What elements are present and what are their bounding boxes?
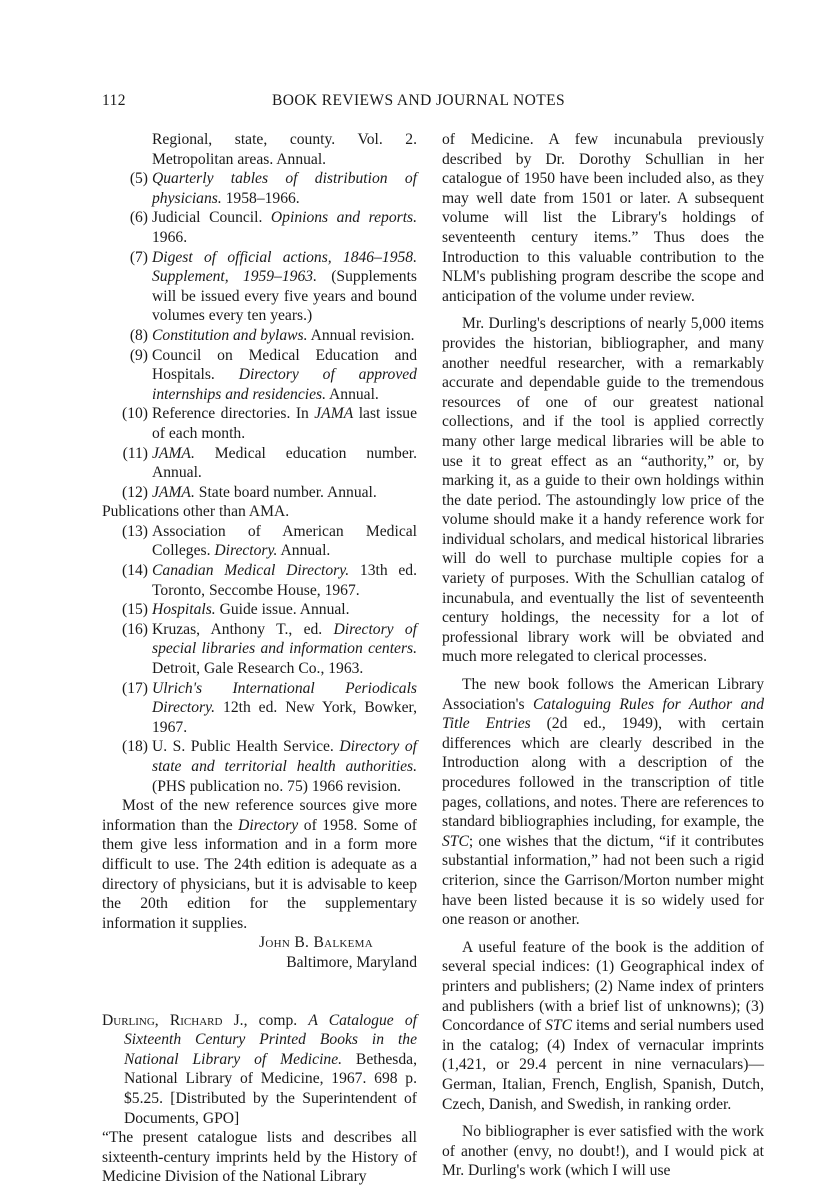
list-item [102, 620, 417, 679]
list-item-detail: (PHS publication no. 75) 1966 revision. [152, 777, 402, 795]
list-item-text: Association of American Medical Colleges. [152, 522, 417, 560]
paragraph-4 [442, 938, 764, 1114]
left-column [102, 130, 417, 1187]
reviewer-name: John B. Balkema [259, 934, 373, 952]
ama-publications-list [102, 169, 417, 502]
list-item-number: (6) [129, 209, 148, 227]
review-closing-paragraph [102, 796, 417, 933]
list-item-continuation: Regional, state, county. Vol. 2. Metropolitan areas. Annual. [152, 131, 417, 168]
p3-text-a: The new book follows the American Library Association's [442, 676, 764, 713]
list-item [102, 561, 417, 600]
page-number: 112 [102, 92, 126, 109]
running-title: BOOK REVIEWS AND JOURNAL NOTES [272, 92, 566, 109]
list-item-detail: 13th ed. Toronto, Seccombe House, 1967. [152, 562, 417, 599]
list-item-title: Opinions and reports. [270, 209, 417, 227]
list-item [102, 679, 417, 738]
p3-text-b: (2d ed., 1949), with certain differences which are clearly described in the Introduction along with a description of the procedures followed in the transcription of title pages, collations, and notes. There are references to standard bibliographies including, for example, the [442, 715, 764, 831]
citation-text-a: , comp. [243, 1011, 309, 1029]
list-item [102, 326, 417, 346]
list-item-detail: Guide issue. Annual. [215, 601, 350, 619]
list-item [102, 600, 417, 620]
closing-text-italic: Directory [238, 816, 299, 834]
paragraph-1: of Medicine. A few incunabula previously described by Dr. Dorothy Schullian in her catalogue of 1950 have been included also, as they may well date from 1501 or later. A subsequent volume will list the Library's holdings of seventeenth century items.” Thus does the Introduction to this valuable contribution to the NLM's publishing program describe the scope and anticipation of the volume under review. [442, 131, 764, 305]
citation-author: Durling, Richard J. [102, 1011, 244, 1029]
list-item-number: (9) [129, 346, 148, 364]
p3-text-c: ; one wishes that the dictum, “if it contributes substantial information,” had not been such a rigid criterion, since the Garrison/Morton number might have been listed because it is so widely used for one reason or another. [442, 832, 764, 929]
list-item-number: (17) [122, 679, 148, 697]
list-item-title: Constitution and bylaws. [152, 326, 308, 344]
list-item-detail: Annual. [325, 385, 379, 403]
list-item-number: (8) [129, 326, 148, 344]
list-item [102, 208, 417, 247]
review-opening-quote: “The present catalogue lists and describes all sixteenth-century imprints held by the History of Medicine Division of the National Library [102, 1129, 417, 1186]
page-header [102, 92, 722, 114]
list-item-title: JAMA. [152, 483, 195, 501]
p4-text-a: A useful feature of the book is the addition of several special indices: (1) Geographical index of printers and publishers; (2) Name index of printers and publishers (with a brief list of unknowns); (3) Concordance of [442, 938, 764, 1035]
closing-text-a: Most of the new reference sources give more information than the [102, 797, 417, 834]
list-item-number: (11) [122, 444, 148, 462]
right-column [442, 130, 764, 1181]
other-publications-list [102, 522, 417, 796]
p4-stc: STC [545, 1017, 572, 1035]
list-item-detail: Annual. [277, 542, 331, 560]
paragraph-3 [442, 675, 764, 930]
list-item [102, 404, 417, 443]
other-publications-heading: Publications other than AMA. [102, 503, 290, 521]
list-item-title: Directory. [214, 542, 278, 560]
list-item-title: JAMA. [152, 444, 195, 462]
list-item-number: (7) [129, 248, 148, 266]
list-item-number: (12) [122, 483, 148, 501]
list-item-detail: 12th ed. New York, Bowker, 1967. [152, 699, 417, 736]
list-item-text: Judicial Council. [152, 209, 271, 227]
list-item-detail: 1958–1966. [221, 189, 300, 207]
list-item-title: Directory of state and territorial health authorities. [152, 738, 417, 775]
list-item-text: U. S. Public Health Service. [152, 738, 340, 756]
list-item-detail: 1966. [152, 228, 188, 246]
list-item [102, 169, 417, 208]
list-item-number: (5) [129, 170, 148, 188]
list-item-number: (14) [122, 562, 148, 580]
list-item [102, 346, 417, 405]
list-item-number: (16) [122, 620, 148, 638]
paragraph-2: Mr. Durling's descriptions of nearly 5,000 items provides the historian, bibliographer, and many another needful researcher, with a remarkably accurate and dependable guide to the tremendous resources of one of our greatest national collections, and if the tool is applied correctly many other large medical libraries will be able to use it to great effect as an “authority,” or, by marking it, as a guide to their own holdings within the date period. The astoundingly low price of the volume should make it a handy reference work for individual scholars, and medical historical libraries will do well to purchase multiple copies for a variety of purposes. With the Schullian catalog of incunabula, and eventually the list of seventeenth century holdings, the necessity for a lot of professional library work will be obviated and much more relegated to clerical processes. [442, 315, 764, 666]
list-item-number: (13) [122, 522, 148, 540]
list-item-detail: Detroit, Gale Research Co., 1963. [152, 660, 364, 678]
list-item-text: Council on Medical Education and Hospitals. [152, 346, 417, 384]
list-item-number: (15) [122, 601, 148, 619]
list-item-title: Directory of special libraries and information centers. [152, 620, 417, 658]
p3-italic-title: Cataloguing Rules for Author and Title Entries [442, 695, 765, 733]
list-item-title: Ulrich's International Periodicals Directory. [152, 679, 417, 717]
list-item [102, 248, 417, 326]
closing-text-b: of 1958. Some of them give less information and in a form more difficult to use. The 24th edition is adequate as a directory of physicians, but it is advisable to keep the 20th edition for the supplementary information it supplies. [102, 816, 417, 932]
list-item-number: (10) [122, 405, 148, 423]
list-item-detail: last issue of each month. [152, 405, 417, 442]
list-item [102, 522, 417, 561]
list-item [102, 444, 417, 483]
list-item-title: JAMA [314, 405, 354, 423]
list-item [102, 737, 417, 796]
p4-text-b: items and serial numbers used in the catalog; (4) Index of vernacular imprints (1,421, or 29.4 percent in nine vernaculars)—German, Italian, French, English, Spanish, Dutch, Czech, Danish, and Swedish, in ranking order. [442, 1017, 764, 1113]
citation-title: A Catalogue of Sixteenth Century Printed Books in the National Library of Medicine. [124, 1011, 417, 1068]
citation-text-b: Bethesda, National Library of Medicine, 1967. 698 p. $5.25. [Distributed by the Superintendent of Documents, GPO] [124, 1050, 417, 1127]
p3-stc: STC [442, 832, 469, 850]
list-item-title: Directory of approved internships and residencies. [152, 366, 417, 403]
list-item-title: Quarterly tables of distribution of physicians. [152, 170, 417, 207]
list-item-detail: Medical education number. Annual. [152, 444, 417, 482]
paragraph-5: No bibliographer is ever satisfied with the work of another (envy, no doubt!), and I would pick at Mr. Durling's work (which I will use [442, 1123, 764, 1180]
list-item [102, 483, 417, 503]
reviewer-location: Baltimore, Maryland [286, 953, 417, 971]
list-item-detail: Annual revision. [307, 326, 415, 344]
list-item-text: Reference directories. In [152, 405, 315, 423]
book-citation [102, 1011, 417, 1129]
list-item-title: Digest of official actions, 1846–1958. Supplement, 1959–1963. [152, 248, 417, 286]
list-item-title: Hospitals. [152, 601, 216, 619]
list-item-detail: (Supplements will be issued every five years and bound volumes every ten years.) [152, 268, 417, 325]
list-item-detail: State board number. Annual. [194, 483, 377, 501]
list-item-text: Kruzas, Anthony T., ed. [152, 620, 334, 638]
list-item-title: Canadian Medical Directory. [152, 562, 350, 580]
list-item-number: (18) [122, 738, 148, 756]
